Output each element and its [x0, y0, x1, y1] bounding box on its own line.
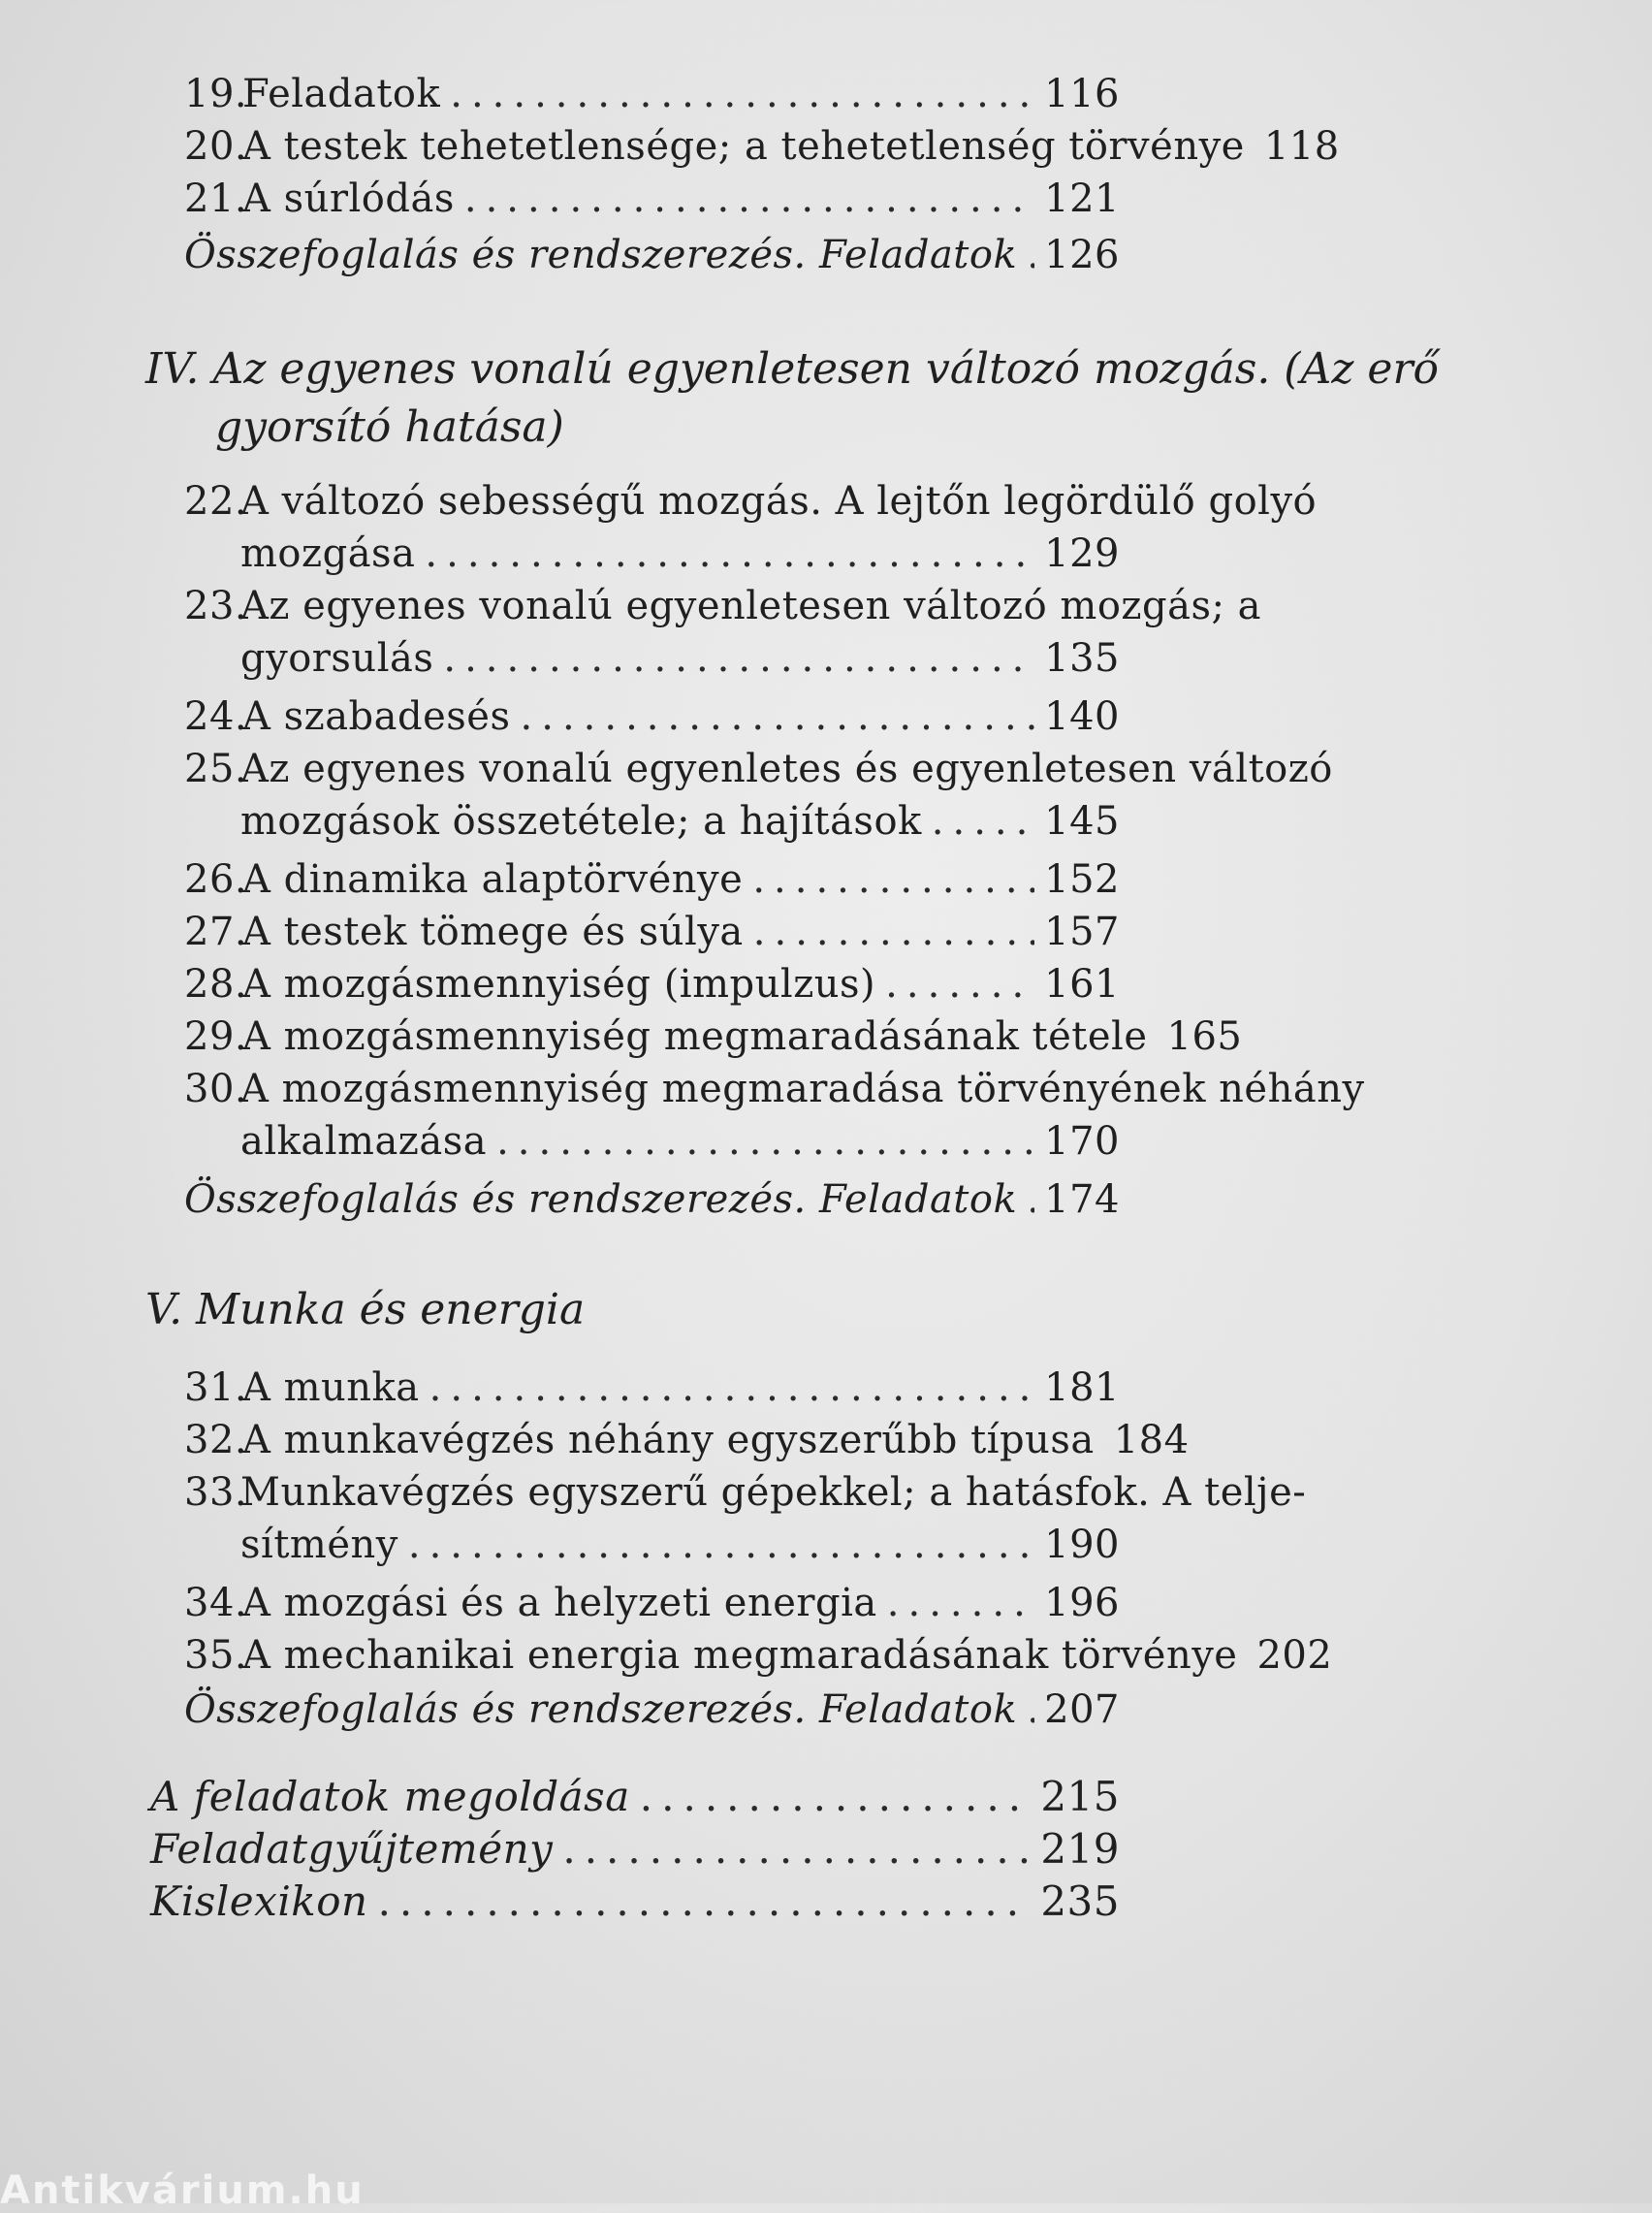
leader-dots — [496, 1115, 1034, 1168]
entry-title-line-2: gyorsulás — [240, 636, 434, 681]
entry-page: 174 — [1044, 1177, 1120, 1222]
entry-number: 32. — [184, 1418, 248, 1462]
entry-page: 121 — [1044, 176, 1120, 221]
chapter-line-1: IV. Az egyenes vonalú egyenletesen változó mozgás. (Az erő — [145, 344, 1439, 394]
toc-entry-22 — [184, 475, 1318, 580]
entry-title: A testek tehetetlensége; a tehetetlenség törvénye — [242, 124, 1245, 169]
entry-number: 35. — [184, 1633, 248, 1678]
entry-line-2 — [240, 1519, 1120, 1571]
toc-entry-24 — [184, 690, 1120, 743]
toc-entry-19 — [184, 68, 1120, 120]
entry-title-line-2: mozgása — [240, 531, 416, 576]
watermark: Antikvárium.hu — [0, 2168, 365, 2213]
entry-number: 25. — [184, 747, 248, 791]
entry-page: 129 — [1044, 531, 1120, 576]
entry-line-1 — [184, 1063, 1365, 1115]
leader-dots — [429, 1362, 1035, 1414]
entry-page: 118 — [1263, 124, 1340, 169]
entry-page: 170 — [1044, 1119, 1120, 1164]
toc-entry-30 — [184, 1063, 1365, 1168]
entry-title: A munka — [242, 1365, 420, 1410]
entry-page: 196 — [1044, 1581, 1120, 1625]
entry-page: 219 — [1040, 1825, 1120, 1873]
entry-title-line-1: A változó sebességű mozgás. A lejtőn legördülő golyó — [240, 479, 1318, 524]
leader-dots — [932, 795, 1034, 848]
leader-dots — [752, 853, 1034, 906]
entry-title: A dinamika alaptörvénye — [242, 857, 744, 902]
toc-summary-3 — [184, 229, 1120, 281]
entry-line-1 — [184, 475, 1318, 528]
entry-number: 24. — [184, 694, 248, 739]
toc-entry-27 — [184, 906, 1120, 958]
entry-title: Feladatok — [242, 72, 441, 116]
entry-title-line-2: alkalmazása — [240, 1119, 488, 1164]
entry-title: A súrlódás — [242, 176, 455, 221]
toc-appendix-problem-collection — [150, 1823, 1120, 1876]
entry-number: 33. — [184, 1470, 248, 1515]
entry-line-2 — [240, 795, 1120, 848]
entry-title-line-1: A mozgásmennyiség megmaradása törvényének néhány — [240, 1067, 1365, 1111]
chapter-heading-iv-cont — [215, 400, 564, 456]
entry-page: 202 — [1256, 1633, 1333, 1678]
entry-page: 235 — [1040, 1877, 1120, 1925]
entry-title: Összefoglalás és rendszerezés. Feladatok — [184, 233, 1018, 277]
entry-page: 207 — [1044, 1687, 1120, 1732]
entry-number: 28. — [184, 962, 248, 1007]
toc-entry-29 — [184, 1010, 1243, 1063]
leader-dots — [464, 173, 1034, 225]
entry-page: 135 — [1044, 636, 1120, 681]
entry-page: 126 — [1044, 233, 1120, 277]
leader-dots — [1027, 229, 1034, 281]
chapter-line-2: gyorsító hatása) — [215, 402, 564, 452]
entry-title-line-2: sítmény — [240, 1523, 398, 1567]
entry-page: 140 — [1044, 694, 1120, 739]
toc-entry-25 — [184, 743, 1333, 848]
entry-number: 31. — [184, 1365, 248, 1410]
leader-dots — [425, 528, 1034, 580]
leader-dots — [450, 68, 1034, 120]
toc-entry-32 — [184, 1414, 1190, 1466]
entry-title: A mozgási és a helyzeti energia — [242, 1581, 877, 1625]
entry-number: 19. — [184, 72, 248, 116]
entry-page: 161 — [1044, 962, 1120, 1007]
entry-title: A szabadesés — [242, 694, 511, 739]
entry-line-2 — [240, 1115, 1120, 1168]
entry-line-2 — [240, 632, 1120, 685]
entry-page: 215 — [1040, 1773, 1120, 1820]
entry-number: 29. — [184, 1014, 248, 1059]
leader-dots — [640, 1771, 1032, 1823]
entry-title: A mozgásmennyiség megmaradásának tétele — [242, 1014, 1148, 1059]
toc-appendix-solutions — [150, 1771, 1120, 1823]
leader-dots — [753, 906, 1034, 958]
toc-entry-35 — [184, 1629, 1333, 1682]
entry-title: Kislexikon — [150, 1877, 368, 1925]
entry-number: 27. — [184, 910, 248, 954]
entry-number: 30. — [184, 1067, 248, 1111]
leader-dots — [1027, 1173, 1034, 1226]
entry-title-line-2: mozgások összetétele; a hajítások — [240, 799, 922, 844]
entry-title-line-1: Az egyenes vonalú egyenletes és egyenletesen változó — [240, 747, 1333, 791]
entry-number: 23. — [184, 584, 248, 628]
toc-entry-20 — [184, 120, 1340, 173]
entry-line-1 — [184, 743, 1333, 795]
entry-number: 21. — [184, 176, 248, 221]
toc-summary-5 — [184, 1684, 1120, 1736]
chapter-heading-v — [145, 1282, 585, 1338]
leader-dots — [885, 958, 1034, 1010]
toc-entry-21 — [184, 173, 1120, 225]
entry-page: 116 — [1044, 72, 1120, 116]
entry-line-1 — [184, 580, 1262, 632]
leader-dots — [408, 1519, 1034, 1571]
entry-title: A feladatok megoldása — [150, 1773, 630, 1820]
leader-dots — [562, 1823, 1031, 1876]
toc-appendix-glossary — [150, 1876, 1120, 1928]
entry-title-line-1: Az egyenes vonalú egyenletesen változó mozgás; a — [240, 584, 1262, 628]
entry-line-2 — [240, 528, 1120, 580]
toc-entry-33 — [184, 1466, 1307, 1571]
entry-title: Összefoglalás és rendszerezés. Feladatok — [184, 1687, 1018, 1732]
entry-title: Feladatgyűjtemény — [150, 1825, 554, 1873]
entry-page: 165 — [1166, 1014, 1243, 1059]
entry-title: A mozgásmennyiség (impulzus) — [242, 962, 876, 1007]
entry-title: A testek tömege és súlya — [242, 910, 744, 954]
leader-dots — [378, 1876, 1032, 1928]
entry-title: Összefoglalás és rendszerezés. Feladatok — [184, 1177, 1018, 1222]
leader-dots — [1027, 1684, 1034, 1736]
entry-page: 181 — [1044, 1365, 1120, 1410]
entry-number: 26. — [184, 857, 248, 902]
entry-page: 184 — [1113, 1418, 1190, 1462]
entry-title: A munkavégzés néhány egyszerűbb típusa — [242, 1418, 1095, 1462]
chapter-title: V. Munka és energia — [145, 1285, 586, 1334]
toc-entry-23 — [184, 580, 1262, 685]
chapter-heading-iv — [145, 341, 1439, 398]
entry-title: A mechanikai energia megmaradásának törvénye — [242, 1633, 1238, 1678]
entry-page: 190 — [1044, 1523, 1120, 1567]
entry-title-line-1: Munkavégzés egyszerű gépekkel; a hatásfok. A telje- — [240, 1470, 1307, 1515]
entry-page: 152 — [1044, 857, 1120, 902]
toc-entry-31 — [184, 1362, 1120, 1414]
toc-summary-4 — [184, 1173, 1120, 1226]
entry-page: 145 — [1044, 799, 1120, 844]
entry-line-1 — [184, 1466, 1307, 1519]
toc-entry-28 — [184, 958, 1120, 1010]
entry-number: 20. — [184, 124, 248, 169]
toc-entry-26 — [184, 853, 1120, 906]
toc-entry-34 — [184, 1577, 1120, 1629]
leader-dots — [521, 690, 1035, 743]
entry-page: 157 — [1044, 910, 1120, 954]
leader-dots — [887, 1577, 1034, 1629]
entry-number: 22. — [184, 479, 248, 524]
entry-number: 34. — [184, 1581, 248, 1625]
leader-dots — [443, 632, 1034, 685]
